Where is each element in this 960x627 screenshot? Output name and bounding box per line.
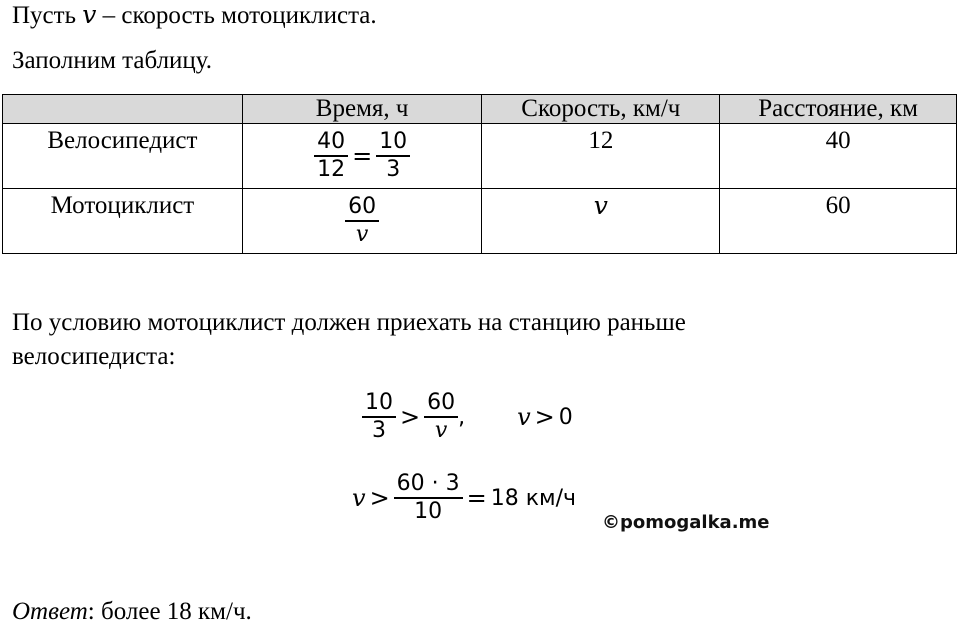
answer-label: Ответ [12, 598, 88, 625]
watermark: ©pomogalka.me [602, 512, 770, 533]
speed-variable: v [593, 191, 608, 220]
fraction-numerator: 10 [365, 390, 393, 415]
greater-sign: > [400, 403, 421, 431]
inequality-variable: v [352, 484, 366, 512]
row-cyclist-name: Велосипедист [3, 124, 243, 189]
equals-sign: = [352, 142, 373, 170]
fraction [394, 471, 463, 525]
table-row [3, 124, 957, 189]
table-header-empty [3, 95, 243, 124]
fraction-denominator: 3 [386, 157, 401, 182]
table-header-row [3, 95, 957, 124]
condition-line-1: По условию мотоциклист должен приехать на станцию раньше [12, 309, 686, 336]
row-motorcyclist-distance: 60 [720, 189, 957, 254]
fraction [424, 390, 458, 444]
table-header-distance: Расстояние, км [720, 95, 957, 124]
fraction-denominator: 3 [372, 418, 386, 443]
row-cyclist-speed: 12 [482, 124, 720, 189]
fraction-denominator: v [434, 418, 448, 443]
greater-sign: > [534, 403, 555, 431]
fraction [362, 390, 396, 444]
row-motorcyclist-speed [482, 189, 720, 254]
fraction [314, 129, 348, 183]
row-motorcyclist-name: Мотоциклист [3, 189, 243, 254]
table-header-time: Время, ч [242, 95, 482, 124]
condition-value: 0 [558, 404, 573, 430]
fraction [345, 194, 379, 248]
fraction-denominator: 10 [414, 499, 443, 524]
answer-text: : более 18 км/ч. [87, 598, 252, 625]
row-cyclist-time [242, 124, 482, 189]
fraction-numerator: 60 [348, 194, 377, 219]
fraction-denominator: 12 [317, 157, 346, 182]
row-motorcyclist-time [242, 189, 482, 254]
inequality-1 [362, 390, 573, 444]
equals-sign: = [466, 484, 487, 512]
condition-variable: v [517, 403, 531, 431]
fraction-numerator: 60 [427, 390, 456, 415]
fraction [376, 129, 410, 183]
table-row [3, 189, 957, 254]
intro-line-1 [12, 0, 377, 31]
intro-text-b: – скорость мотоциклиста. [96, 2, 377, 29]
fraction-numerator: 10 [379, 129, 408, 154]
inequality-2 [352, 471, 576, 525]
intro-text-a: Пусть [12, 2, 83, 29]
fraction-numerator: 40 [317, 129, 346, 154]
condition-line-2: велосипедиста: [12, 343, 176, 370]
row-cyclist-distance: 40 [720, 124, 957, 189]
fraction-numerator: 60 · 3 [396, 471, 460, 496]
data-table [2, 94, 957, 254]
intro-variable: v [82, 0, 97, 29]
intro-line-2: Заполним таблицу. [12, 47, 213, 74]
table-header-speed: Скорость, км/ч [482, 95, 720, 124]
result-value: 18 км/ч [490, 485, 577, 511]
greater-sign: > [369, 484, 390, 512]
fraction-denominator: v [355, 222, 369, 247]
comma: , [458, 404, 466, 430]
answer-line [12, 597, 252, 627]
